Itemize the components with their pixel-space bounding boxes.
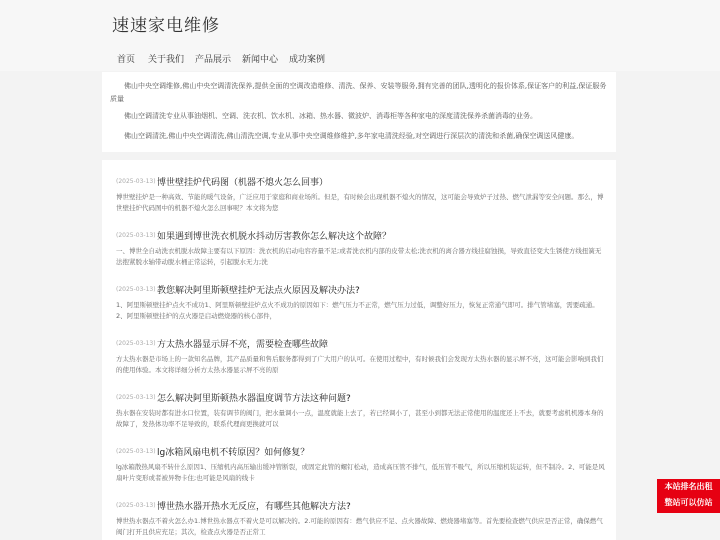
news-excerpt: 热水器在安装时都有进水口位置，装有调节的阀门，把水量调小一点，温度就能上去了，若已经调小了，甚至小到都无法正常使用的温度还上不去，就要考虑机机器本身的故障了，发热体功率不足导致的，联系代理商更换就可以 bbox=[116, 409, 604, 428]
rent-ad-line: 整站可以仿站 bbox=[664, 498, 713, 507]
intro-paragraph: 佛山空调清洗,佛山中央空调清洗,佛山清洗空调,专业从事中央空调维修维护,多年家电清洗经验,对空调进行深层次的清洗和杀菌,确保空调送风健康。 bbox=[124, 132, 579, 140]
header-bar bbox=[0, 0, 720, 45]
news-item bbox=[102, 340, 616, 394]
news-excerpt: 博世壁挂炉是一种高效、节能的暖气设备，广泛应用于家庭和商业场所。但是，有时候会出现机器不熄火的情况，这可能会导致炉子过热、燃气泄漏等安全问题。那么，博世壁挂炉代码图中的机器不熄火怎么回事呢？本文将为您 bbox=[116, 193, 604, 212]
nav-cases[interactable]: 成功案例 bbox=[289, 55, 326, 65]
main-nav bbox=[0, 44, 720, 71]
nav-news[interactable]: 新闻中心 bbox=[242, 55, 279, 65]
news-title[interactable]: 方太热水器显示屏不亮，需要检查哪些故障 bbox=[157, 340, 329, 350]
news-date: (2025-03-13) bbox=[116, 178, 156, 185]
news-excerpt: 一、博世全自动洗衣机脱水故障主要有以下原因：洗衣机的启动电容容量不足;或者洗衣机内部的皮带太松;洗衣机的离合器方线挂腐蚀损，导致直径变大生锈使方线扭簧无法抱紧脱水轴带动脱水桶正常运转，引起脱水无力;洗 bbox=[116, 247, 602, 266]
nav-about[interactable]: 关于我们 bbox=[148, 55, 185, 65]
news-title[interactable]: lg冰箱风扇电机不转原因？如何修复？ bbox=[157, 448, 310, 458]
news-title[interactable]: 博世壁挂炉代码图（机器不熄火怎么回事） bbox=[157, 178, 329, 188]
news-excerpt: lg冰箱散热风扇不转什么原因1、压缩机内高压输出缓冲管断裂，或固定此管的螺钉松动，造成高压管不排气，低压管不吸气，所以压缩机装运转，但不制冷。2、可能是风扇叶片变形或者被异物卡住;也可能是风扇的线卡 bbox=[116, 463, 605, 482]
news-date: (2025-03-13) bbox=[116, 340, 156, 347]
news-date: (2025-03-13) bbox=[116, 394, 156, 401]
rent-ad-badge[interactable] bbox=[657, 479, 720, 513]
news-title[interactable]: 怎么解决阿里斯顿热水器温度调节方法这种问题? bbox=[157, 394, 351, 404]
news-item bbox=[102, 232, 616, 286]
news-title[interactable]: 教您解决阿里斯顿壁挂炉无法点火原因及解决办法? bbox=[157, 286, 360, 296]
news-excerpt: 1、阿里斯顿壁挂炉点火不成功1、阿里斯顿壁挂炉点火不成功的原因如下：燃气压力不正常，燃气压力过低，调整好压力，恢复正常通气即可。排气管堵塞，需要疏通。2、阿里斯顿壁挂炉的点火器是启动燃烧器的核心部件， bbox=[116, 301, 599, 320]
news-excerpt: 博世热水器点不着火怎么办1.博世热水器点不着火是可以解决的。2.可能的原因有：燃气供应不足、点火器故障、燃烧器堵塞等。首先要检查燃气供应是否正常，确保燃气阀门打开且供应充足；其次，检查点火器是否正常工 bbox=[116, 517, 603, 536]
nav-home[interactable]: 首页 bbox=[117, 55, 136, 65]
news-item bbox=[102, 178, 616, 232]
news-date: (2025-03-13) bbox=[116, 448, 156, 455]
news-date: (2025-03-13) bbox=[116, 502, 156, 509]
news-item bbox=[102, 394, 616, 448]
news-date: (2025-03-13) bbox=[116, 232, 156, 239]
news-item bbox=[102, 286, 616, 340]
intro-paragraph: 佛山空调清洗专业从事油烟机、空调、洗衣机、饮水机、冰箱、热水器、微波炉、消毒柜等各种家电的深度清洗保养杀菌消毒的业务。 bbox=[124, 112, 537, 120]
news-item bbox=[102, 448, 616, 502]
news-title[interactable]: 如果遇到博世洗衣机脱水抖动厉害教你怎么解决这个故障？ bbox=[157, 232, 392, 242]
news-list bbox=[102, 160, 616, 540]
rent-ad-line: 本站排名出租 bbox=[664, 482, 713, 491]
site-title[interactable]: 速速家电维修 bbox=[112, 16, 220, 36]
news-excerpt: 方太热水器是市场上的一款知名品牌，其产品质量和售后服务都得到了广大用户的认可。在使用过程中，有时候我们会发现方太热水器的显示屏不亮，这可能会影响到我们的使用体验。本文将详细分析方太热水器显示屏不亮的原 bbox=[116, 355, 604, 374]
nav-products[interactable]: 产品展示 bbox=[195, 55, 232, 65]
intro-panel bbox=[102, 72, 616, 152]
news-item bbox=[102, 502, 616, 540]
intro-paragraph: 佛山中央空调维修,佛山中央空调清洗保养,提供全面的空调改造维修、清洗、保养、安装等服务,拥有完善的团队,透明化的报价体系,保证客户的利益,保证服务质量 bbox=[110, 82, 607, 103]
news-date: (2025-03-13) bbox=[116, 286, 156, 293]
news-title[interactable]: 博世热水器开热水无反应，有哪些其他解决方法? bbox=[157, 502, 351, 512]
